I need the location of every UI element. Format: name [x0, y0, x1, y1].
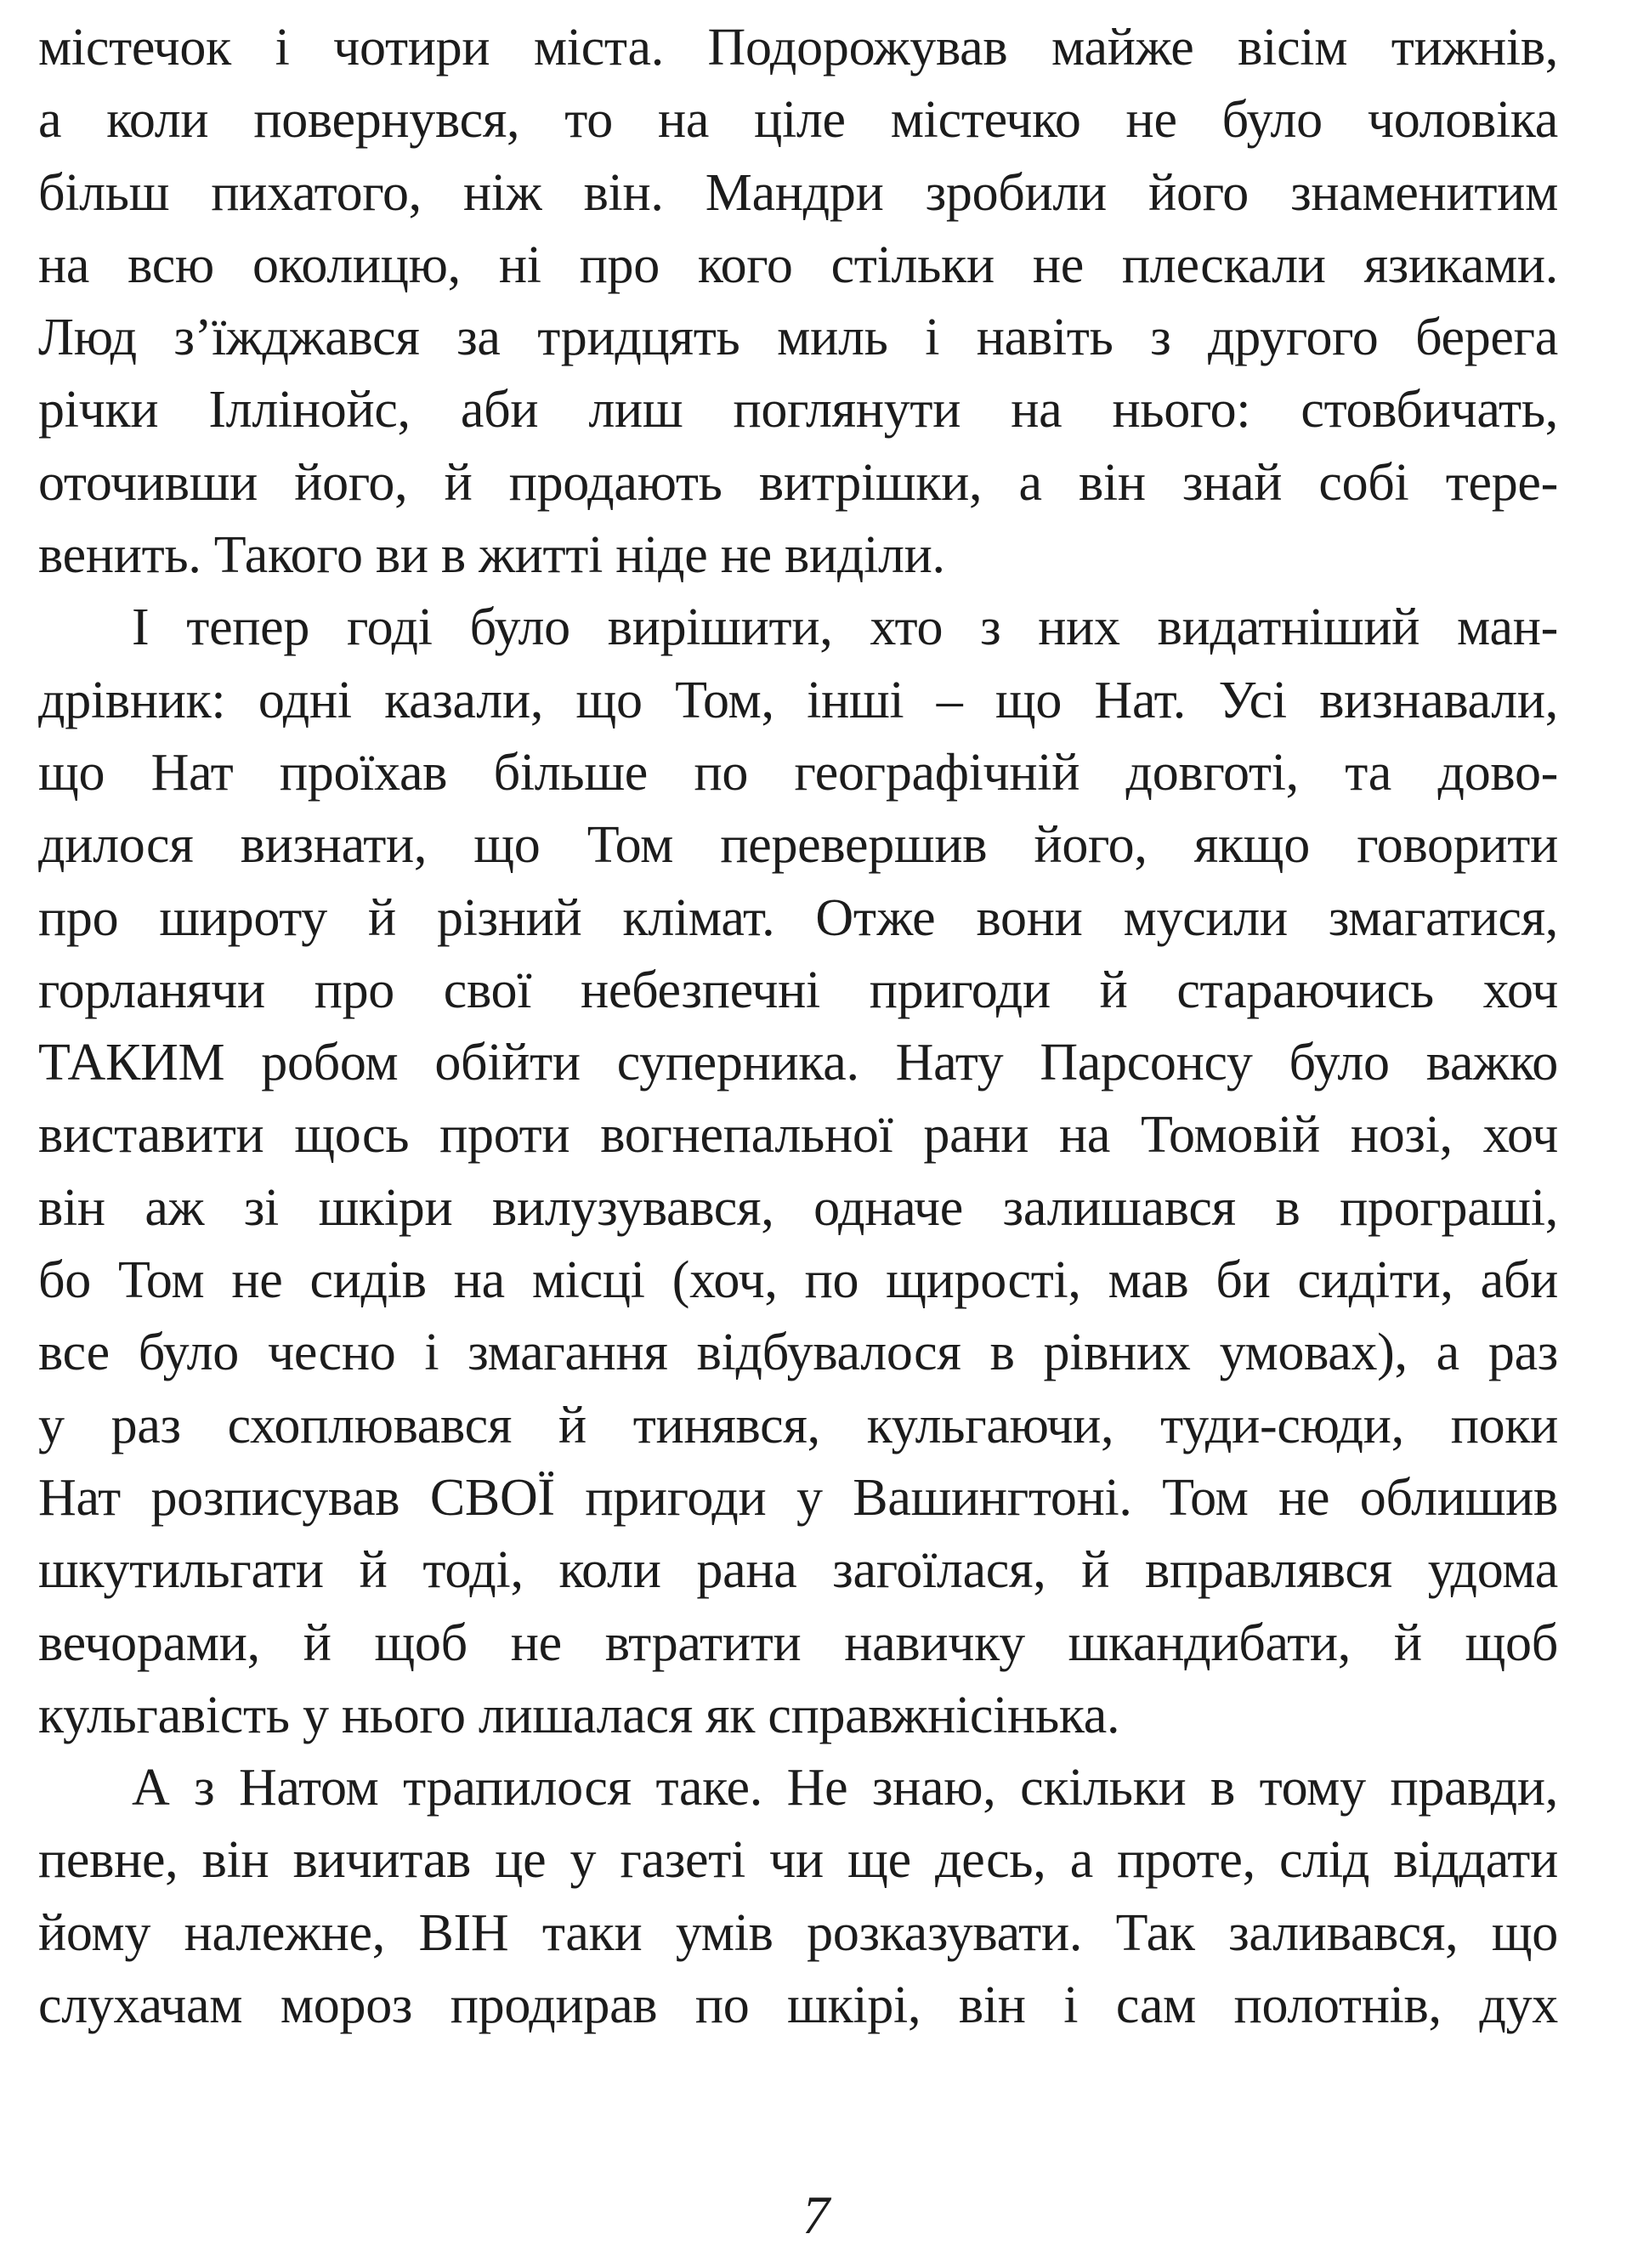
text-line: на всю околицю, ні про кого стільки не плескали язиками. — [38, 235, 1558, 294]
text-line: у раз схоплювався й тинявся, кульгаючи, туди-сюди, поки — [38, 1396, 1558, 1454]
text-line: вечорами, й щоб не втратити навичку шкандибати, й щоб — [38, 1613, 1558, 1672]
paragraph-first-line: І тепер годі було вирішити, хто з них видатніший ман- — [132, 598, 1558, 657]
text-line: ТАКИМ робом обійти суперника. Нату Парсонсу було важко — [38, 1034, 1558, 1092]
text-line: про широту й різний клімат. Отже вони мусили змагатися, — [38, 888, 1558, 947]
text-line: йому належне, ВІН таки умів розказувати. Так заливався, що — [38, 1903, 1558, 1962]
text-line: дрівник: одні казали, що Том, інші – що Нат. Усі визнавали, — [38, 671, 1558, 729]
text-line: містечок і чотири міста. Подорожував майже вісім тижнів, — [38, 19, 1558, 77]
text-line: Люд з’їжджався за тридцять миль і навіть з другого берега — [38, 309, 1558, 367]
text-line: шкутильгати й тоді, коли рана загоїлася, й вправлявся удома — [38, 1541, 1558, 1600]
text-line: певне, він вичитав це у газеті чи ще десь, а проте, слід віддати — [38, 1831, 1558, 1890]
text-line: він аж зі шкіри вилузувався, одначе залишався в програші, — [38, 1178, 1558, 1237]
text-line: а коли повернувся, то на ціле містечко не було чоловіка — [38, 91, 1558, 150]
text-line: дилося визнати, що Том перевершив його, якщо говорити — [38, 816, 1558, 875]
text-line: річки Іллінойс, аби лиш поглянути на нього: стовбичать, — [38, 381, 1558, 439]
text-line: венить. Такого ви в житті ніде не виділи. — [38, 526, 945, 585]
text-line: бо Том не сидів на місці (хоч, по щирості, мав би сидіти, аби — [38, 1251, 1558, 1310]
page-number: 7 — [802, 2185, 830, 2245]
text-line: горланячи про свої небезпечні пригоди й стараючись хоч — [38, 961, 1558, 1019]
text-line: що Нат проїхав більше по географічній довготі, та дово- — [38, 743, 1558, 802]
text-line: слухачам мороз продирав по шкірі, він і сам полотнів, дух — [38, 1976, 1558, 2035]
text-line: більш пихатого, ніж він. Мандри зробили його знаменитим — [38, 163, 1558, 222]
text-line: виставити щось проти вогнепальної рани на Томовій нозі, хоч — [38, 1106, 1558, 1165]
text-line: все було чесно і змагання відбувалося в рівних умовах), а раз — [38, 1324, 1558, 1382]
text-line: кульгавість у нього лишалася як справжнісінька. — [38, 1686, 1120, 1744]
body-text — [38, 12, 1558, 2042]
paragraph-first-line: А з Натом трапилося таке. Не знаю, скільки в тому правди, — [132, 1759, 1558, 1817]
text-line: оточивши його, й продають витрішки, а він знай собі тере- — [38, 453, 1558, 512]
text-line: Нат розписував СВОЇ пригоди у Вашингтоні. Том не облишив — [38, 1468, 1558, 1527]
